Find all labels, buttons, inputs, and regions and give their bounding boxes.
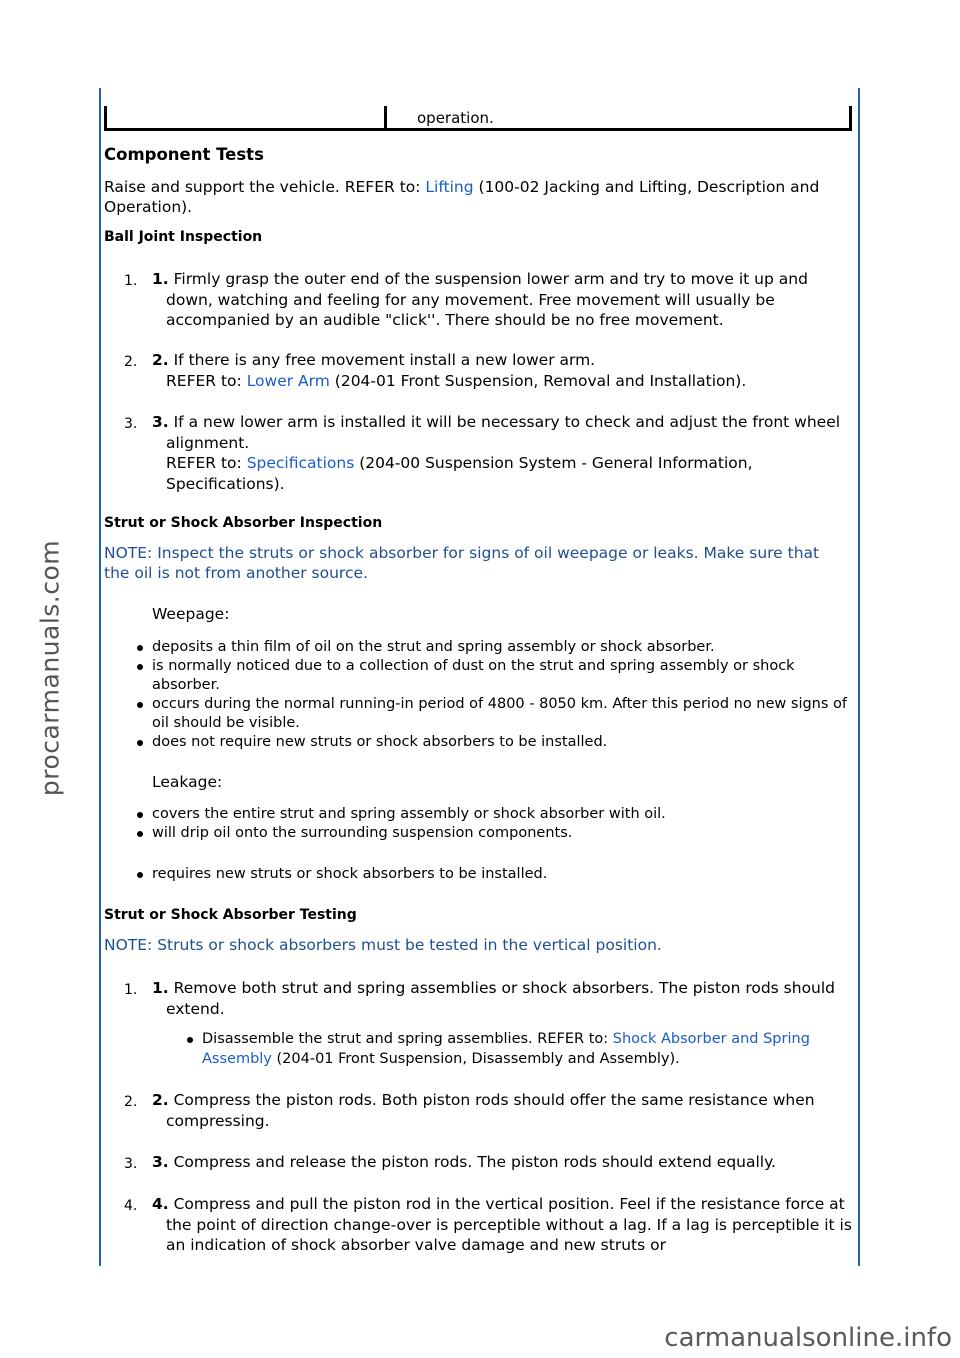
step-number: 2. [124, 1094, 138, 1110]
list-item: occurs during the normal running-in period of 4800 - 8050 km. After this period no new signs of oil should be visible. [152, 695, 852, 733]
list-item: will drip oil onto the surrounding suspension components. [152, 824, 852, 843]
strut-inspection-heading: Strut or Shock Absorber Inspection [104, 515, 383, 531]
list-item: covers the entire strut and spring assembly or shock absorber with oil. [152, 805, 852, 824]
component-tests-intro: Raise and support the vehicle. REFER to: Lifting (100-02 Jacking and Lifting, Description and Operation). [104, 178, 820, 216]
lifting-link[interactable]: Lifting [425, 178, 474, 196]
ball-joint-step-1: 1. 1. Firmly grasp the outer end of the suspension lower arm and try to move it up and down, watching and feeling for any movement. Free movement will usually be accompanied by an audible "click''. There should be no free movement. [124, 270, 808, 329]
inspection-note: NOTE: Inspect the struts or shock absorber for signs of oil weepage or leaks. Make sure that the oil is not from another source. [104, 544, 820, 582]
strut-testing-heading: Strut or Shock Absorber Testing [104, 907, 357, 923]
step-number: 3. [124, 1156, 138, 1172]
list-item: deposits a thin film of oil on the strut and spring assembly or shock absorber. [152, 638, 852, 657]
leakage-list [152, 805, 852, 843]
component-tests-heading: Component Tests [104, 145, 264, 164]
table-divider [384, 106, 387, 128]
weepage-label: Weepage: [152, 605, 230, 623]
bottom-watermark: carmanualsonline.info [664, 1323, 952, 1353]
step-number: 2. [124, 354, 138, 370]
leakage-label: Leakage: [152, 773, 223, 791]
table-fragment [104, 106, 852, 131]
table-cell: operation. [417, 109, 494, 127]
leakage-list-extra [152, 865, 852, 884]
testing-step-4: 4. 4. Compress and pull the piston rod in the vertical position. Feel if the resistance force at the point of direction change-over is perceptible without a lag. If a lag is perceptible it is an indication of shock absorber valve damage and new struts or [124, 1195, 852, 1254]
side-watermark: procarmanuals.com [35, 539, 65, 797]
ball-joint-step-3: 3. 3. If a new lower arm is installed it will be necessary to check and adjust the front wheel alignment. REFER to: Specifications (204-00 Suspension System - General Information, Specifications). [124, 413, 841, 493]
step-number: 4. [124, 1198, 138, 1214]
right-border-line [858, 88, 860, 1266]
list-item: does not require new struts or shock absorbers to be installed. [152, 733, 852, 752]
ball-joint-heading: Ball Joint Inspection [104, 229, 263, 245]
specifications-link[interactable]: Specifications [246, 454, 355, 472]
step-number: 3. [124, 416, 138, 432]
step-number: 1. [124, 982, 138, 998]
testing-note: NOTE: Struts or shock absorbers must be tested in the vertical position. [104, 936, 662, 954]
step-number: 1. [124, 273, 138, 289]
list-item: requires new struts or shock absorbers to be installed. [152, 865, 852, 884]
left-border-line [99, 88, 101, 1266]
disassemble-bullet: Disassemble the strut and spring assemblies. REFER to: Shock Absorber and Spring Assembly (204-01 Front Suspension, Disassembly and Assembly). [202, 1029, 852, 1069]
testing-step-2: 2. 2. Compress the piston rods. Both piston rods should offer the same resistance when compressing. [124, 1091, 815, 1130]
lower-arm-link[interactable]: Lower Arm [246, 371, 330, 390]
testing-step-1: 1. 1. Remove both strut and spring assemblies or shock absorbers. The piston rods should extend. [124, 979, 836, 1018]
testing-step-3: 3. 3. Compress and release the piston rods. The piston rods should extend equally. [104, 1152, 852, 1173]
list-item: is normally noticed due to a collection of dust on the strut and spring assembly or shock absorber. [152, 657, 852, 695]
ball-joint-step-2: 2. 2. If there is any free movement install a new lower arm. REFER to: Lower Arm (204-01 Front Suspension, Removal and Installation). [124, 351, 747, 390]
weepage-list [152, 638, 852, 752]
shock-absorber-link[interactable]: Shock Absorber and Spring Assembly [202, 1031, 810, 1067]
